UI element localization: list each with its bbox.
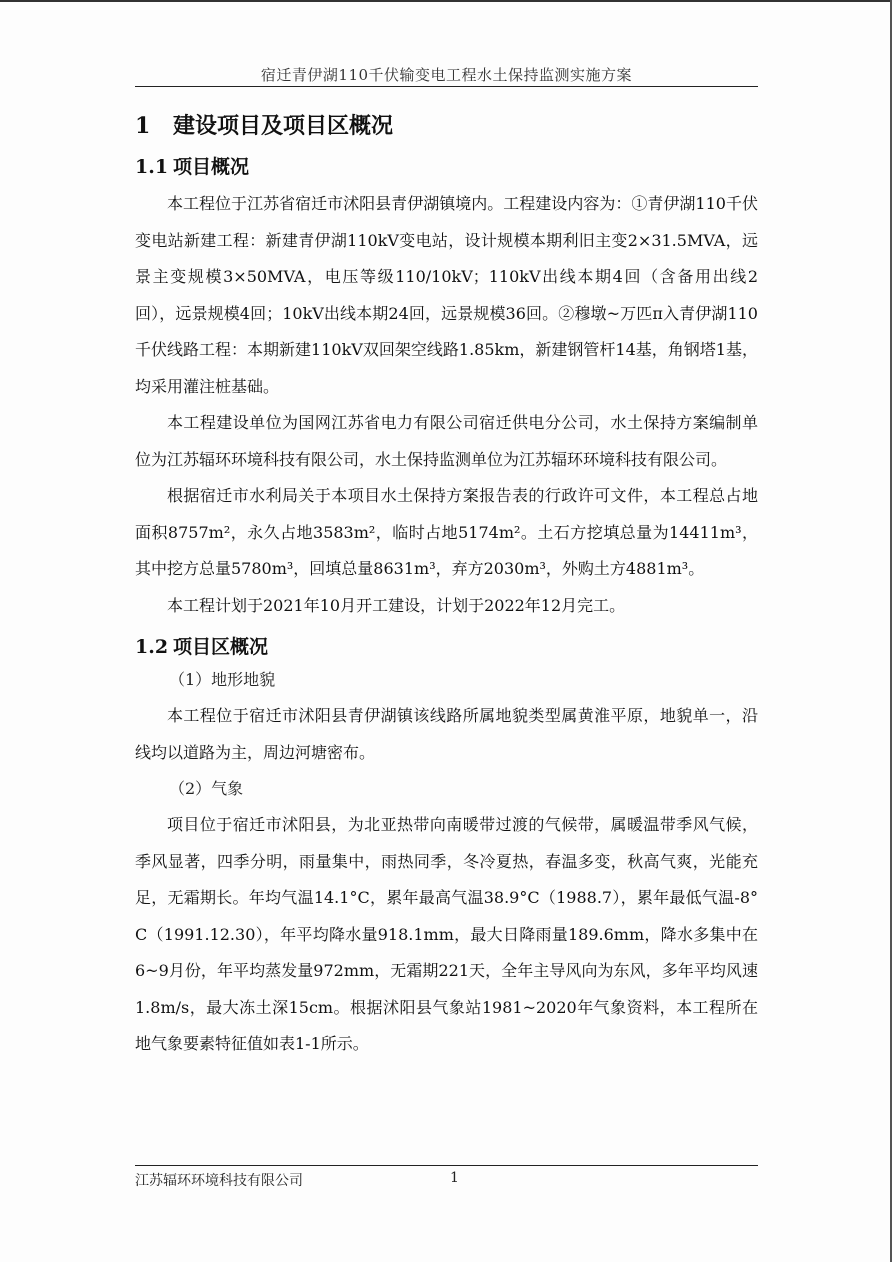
chapter-heading <box>135 108 758 144</box>
subheading-terrain: （1）地形地貌 <box>169 670 276 689</box>
page-body <box>135 108 758 1063</box>
paragraph-terrain: 本工程位于宿迁市沭阳县青伊湖镇该线路所属地貌类型属黄淮平原，地貌单一，沿线均以道路为主，周边河塘密布。 <box>135 706 758 762</box>
section-number: 1.1 <box>135 156 169 178</box>
chapter-title: 建设项目及项目区概况 <box>173 113 394 139</box>
section-heading-1-2 <box>135 632 758 662</box>
section-title: 项目概况 <box>173 156 250 178</box>
running-header: 宿迁青伊湖110千伏输变电工程水土保持监测实施方案 <box>260 66 633 84</box>
page-top-edge <box>0 0 892 2</box>
paragraph-land-earthwork: 根据宿迁市水利局关于本项目水土保持方案报告表的行政许可文件，本工程总占地面积8757m²，永久占地3583m²，临时占地5174m²。土石方挖填总量为14411m³，其中挖方总量5780m³，回填总量8631m³，弃方2030m³，外购土方4881m³。 <box>135 486 758 578</box>
paragraph-units: 本工程建设单位为国网江苏省电力有限公司宿迁供电分公司，水土保持方案编制单位为江苏辐环环境科技有限公司，水土保持监测单位为江苏辐环环境科技有限公司。 <box>135 413 758 469</box>
header-rule <box>135 86 758 87</box>
section-heading-1-1 <box>135 152 758 182</box>
subheading-climate: （2）气象 <box>169 779 244 798</box>
chapter-number: 1 <box>135 113 151 139</box>
footer-rule <box>135 1165 758 1166</box>
page-number: 1 <box>450 1170 459 1186</box>
paragraph-climate: 项目位于宿迁市沭阳县，为北亚热带向南暖带过渡的气候带，属暖温带季风气候，季风显著，四季分明，雨量集中，雨热同季，冬冷夏热，春温多变，秋高气爽，光能充足，无霜期长。年均气温14.1°C，累年最高气温38.9°C（1988.7），累年最低气温-8°C（1991.12.30），年平均降水量918.1mm，最大日降雨量189.6mm，降水多集中在6~9月份，年平均蒸发量972mm，无霜期221天，全年主导风向为东风，多年平均风速1.8m/s，最大冻土深15cm。根据沭阳县气象站1981~2020年气象资料，本工程所在地气象要素特征值如表1-1所示。 <box>135 815 758 1053</box>
paragraph-schedule: 本工程计划于2021年10月开工建设，计划于2022年12月完工。 <box>167 595 626 615</box>
footer-company: 江苏辐环环境科技有限公司 <box>135 1173 303 1189</box>
section-title: 项目区概况 <box>173 636 269 658</box>
section-number: 1.2 <box>135 636 169 658</box>
paragraph-project-scope: 本工程位于江苏省宿迁市沭阳县青伊湖镇境内。工程建设内容为：①青伊湖110千伏变电站新建工程：新建青伊湖110kV变电站，设计规模本期利旧主变2×31.5MVA，远景主变规模3×50MVA，电压等级110/10kV；110kV出线本期4回（含备用出线2回），远景规模4回；10kV出线本期24回，远景规模36回。②穆墩~万匹π入青伊湖110千伏线路工程：本期新建110kV双回架空线路1.85km，新建钢管杆14基，角钢塔1基，均采用灌注桩基础。 <box>135 194 758 396</box>
